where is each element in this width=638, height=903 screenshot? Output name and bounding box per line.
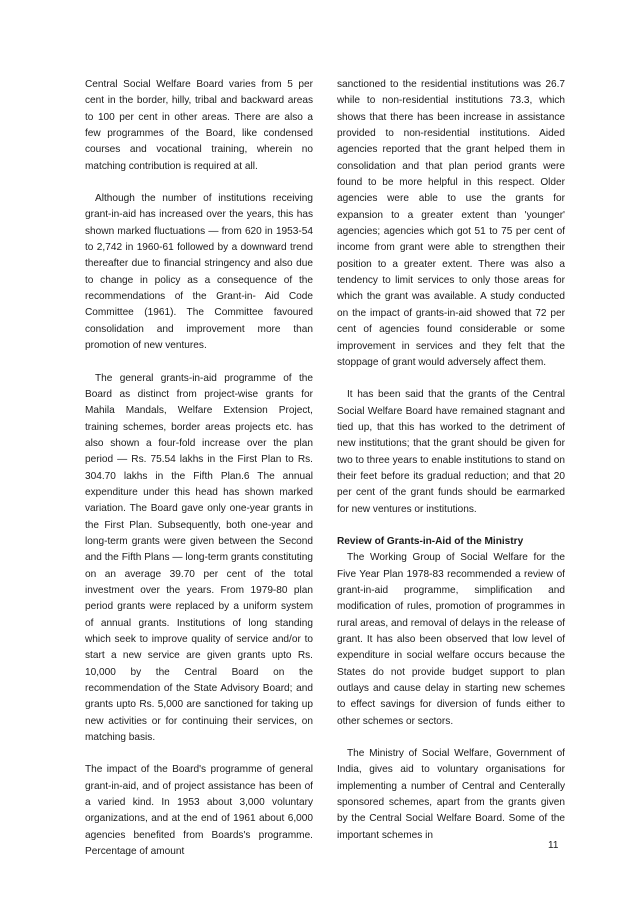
page-number: 11 xyxy=(548,840,559,851)
left-paragraph-4: The impact of the Board's programme of general grant-in-aid, and of project assistance has been of a varied kind. In 1953 about 3,000 voluntary organizations, and at the end of 1961 about 6,000 agencies benefited from Boards's programme. Percentage of amount xyxy=(85,764,313,858)
left-column xyxy=(85,77,313,860)
right-paragraph-1: sanctioned to the residential institutions was 26.7 while to non-residential institutions 73.3, which shows that there has been increase in assistance provided to non-residential institutions. Aided agencies reported that the grant helped them in consolidation and that plan period grants were found to be more helpful in this respect. Older agencies were able to use the grants for expansion to a greater extent than 'younger' agencies; agencies which got 51 to 75 per cent of income from grant were able to strengthen their position to a greater extent. There was also a tendency to limit services to only those areas for which the grant was available. A study conducted on the impact of grants-in-aid showed that 72 per cent of agencies found considerable or some improvement in services and they felt that the stoppage of grant would adversely affect them. xyxy=(337,79,565,368)
right-paragraph-3: The Working Group of Social Welfare for the Five Year Plan 1978-83 recommended a review of grant-in-aid programme, simplification and modification of rules, promotion of programmes in rural areas, and removal of delays in the release of grant. It has also been observed that low level of expenditure in social welfare occurs because the States do not provide budget support to plan outlays and cause delay in starting new schemes to effect savings for diversion of funds either to other schemes or sectors. xyxy=(337,552,565,727)
right-column xyxy=(337,77,565,844)
section-heading: Review of Grants-in-Aid of the Ministry xyxy=(337,535,524,547)
right-paragraph-4: The Ministry of Social Welfare, Government of India, gives aid to voluntary organisations for implementing a number of Central and Centerally sponsored schemes, apart from the grants given by the Central Social Welfare Board. Some of the important schemes in xyxy=(337,748,565,841)
left-paragraph-2: Although the number of institutions receiving grant-in-aid has increased over the years, this has shown marked fluctuations — from 620 in 1953-54 to 2,742 in 1960-61 followed by a downward trend thereafter due to financial stringency and also due to change in policy as a consequence of the recommendations of the Grant-in- Aid Code Committee (1961). The Committee favoured consolidation and improvement more than promotion of new ventures. xyxy=(85,193,313,352)
left-paragraph-1: Central Social Welfare Board varies from 5 per cent in the border, hilly, tribal and backward areas to 100 per cent in other areas. There are also a few programmes of the Board, like condensed courses and vocational training, wherein no matching contribution is required at all. xyxy=(85,79,313,172)
left-paragraph-3: The general grants-in-aid programme of the Board as distinct from project-wise grants for Mahila Mandals, Welfare Extension Project, training schemes, border areas projects etc. has also shown a four-fold increase over the plan period — Rs. 75.54 lakhs in the First Plan to Rs. 304.70 lakhs in the Fifth Plan.6 The annual expenditure under this head has shown marked variation. The Board gave only one-year grants in the First Plan. Subsequently, both one-year and long-term grants were given between the Second and the Fifth Plans — long-term grants constituting on an average 39.70 per cent of the total investment over the years. From 1979-80 plan period grants were replaced by a uniform system of annual grants. Institutions of long standing which seek to improve quality of service and/or to start a new service are given grants upto Rs. 10,000 by the Central Board on the recommendation of the State Advisory Board; and grants upto Rs. 5,000 are sanctioned for taking up new activities or for continuing their services, on matching basis. xyxy=(85,372,313,744)
right-paragraph-2: It has been said that the grants of the Central Social Welfare Board have remained stagnant and tied up, that this has worked to the detriment of new institutions; that the grant should be given for two to three years to enable institutions to stand on their feet before its gradual reduction; and that 20 per cent of the grant funds should be earmarked for new ventures or institutions. xyxy=(337,389,565,515)
